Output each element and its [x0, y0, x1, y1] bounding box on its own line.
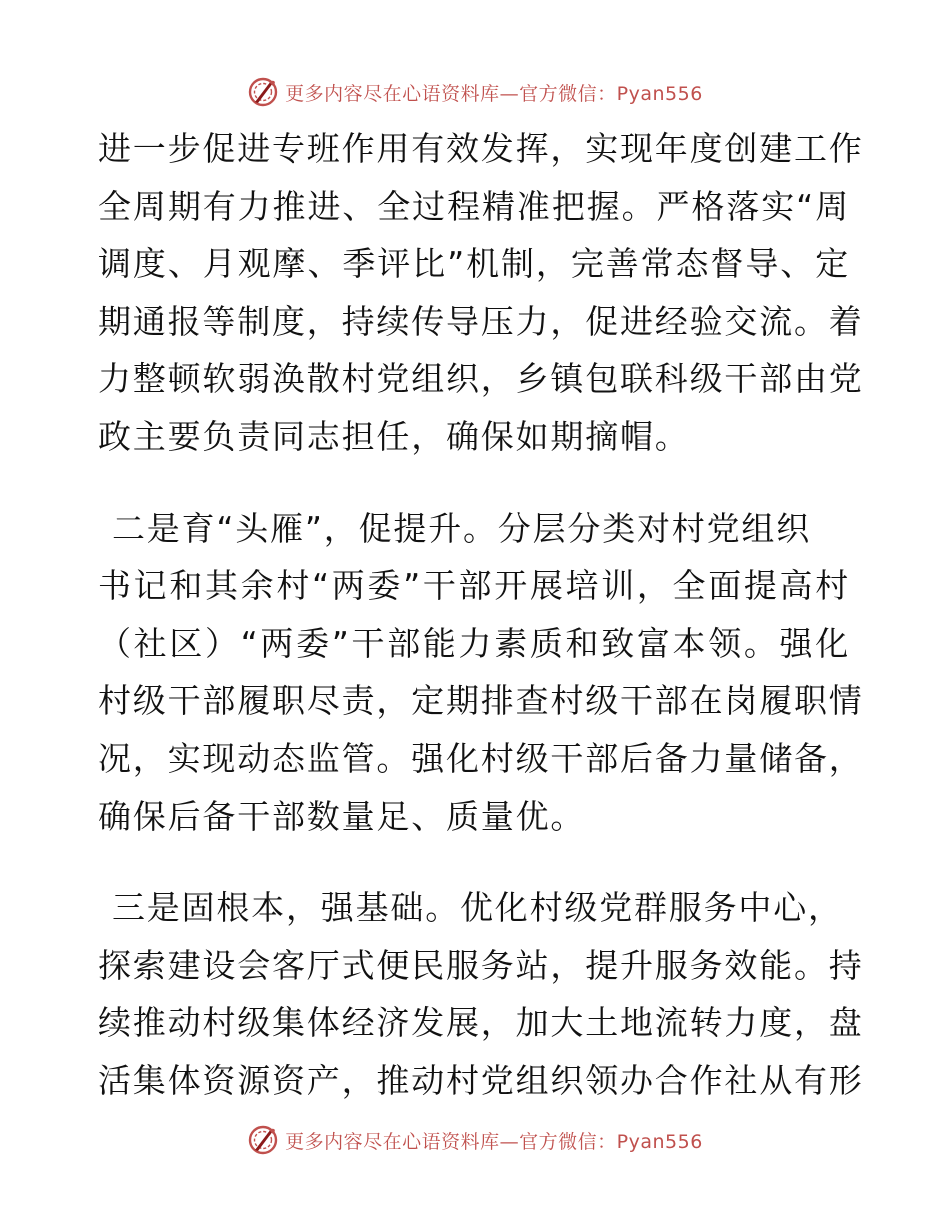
text-line: 期通报等制度，持续传导压力，促进经验交流。着: [98, 301, 864, 341]
text-line: 活集体资源资产，推动村党组织领办合作社从有形: [98, 1060, 864, 1100]
paragraph-2: [98, 500, 864, 846]
quill-pen-logo-icon: [247, 1124, 279, 1156]
watermark-text: 更多内容尽在心语资料库—官方微信：Pyan556: [285, 82, 703, 105]
watermark-content: [247, 76, 703, 108]
watermark-banner-top: [0, 72, 950, 112]
watermark-banner-bottom: [0, 1120, 950, 1160]
watermark-text: 更多内容尽在心语资料库—官方微信：Pyan556: [285, 1130, 703, 1153]
text-line: 探索建设会客厅式便民服务站，提升服务效能。持: [98, 945, 864, 985]
text-line: 政主要负责同志担任，确保如期摘帽。: [98, 416, 690, 456]
quill-pen-logo-icon: [247, 76, 279, 108]
text-line: 力整顿软弱涣散村党组织，乡镇包联科级干部由党: [98, 359, 864, 399]
text-line: 确保后备干部数量足、质量优。: [98, 796, 586, 836]
text-line: 续推动村级集体经济发展，加大土地流转力度，盘: [98, 1003, 864, 1043]
text-line: 调度、月观摩、季评比”机制，完善常态督导、定: [98, 244, 850, 284]
text-line: 况，实现动态监管。强化村级干部后备力量储备，: [98, 738, 864, 778]
text-line: 全周期有力推进、全过程精准把握。严格落实“周: [98, 186, 850, 226]
text-line: 二是育“头雁”，促提升。分层分类对村党组织: [112, 508, 811, 548]
document-body: [98, 120, 864, 1110]
paragraph-3: [98, 879, 864, 1109]
text-line: 三是固根本，强基础。优化村级党群服务中心，: [112, 888, 843, 928]
text-line: 进一步促进专班作用有效发挥，实现年度创建工作: [98, 129, 864, 168]
watermark-content: [247, 1124, 703, 1156]
text-line: 村级干部履职尽责，定期排查村级干部在岗履职情: [98, 681, 864, 721]
text-line: 书记和其余村“两委”干部开展培训，全面提高村: [98, 566, 850, 606]
text-line: （社区）“两委”干部能力素质和致富本领。强化: [98, 623, 850, 663]
paragraph-1: [98, 120, 864, 466]
